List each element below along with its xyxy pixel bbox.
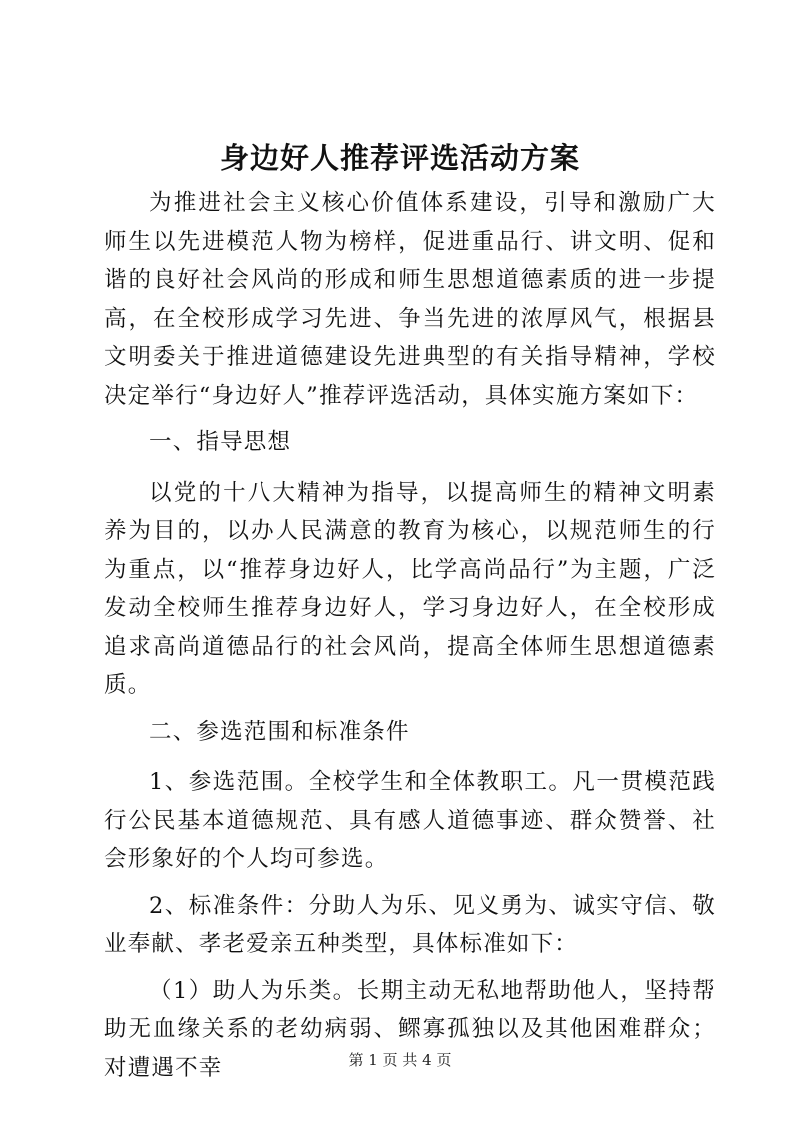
document-title: 身边好人推荐评选活动方案 [219, 141, 580, 175]
paragraph-intro: 为推进社会主义核心价值体系建设，引导和激励广大师生以先进模范人物为榜样，促进重品行、讲文明、促和谐的良好社会风尚的形成和师生思想道德素质的进一步提高，在全校形成学习先进、争当先进的浓厚风气，根据县文明委关于推进道德建设先进典型的有关指导精神，学校决定举行“身边好人”推荐评选活动，具体实施方案如下： [104, 190, 716, 409]
paragraph-guiding-ideology: 以党的十八大精神为指导，以提高师生的精神文明素养为目的，以办人民满意的教育为核心，以规范师生的行为重点，以“推荐身边好人，比学高尚品行”为主题，广泛发动全校师生推荐身边好人，学习身边好人，在全校形成追求高尚道德品行的社会风尚，提高全体师生思想道德素质。 [104, 479, 716, 698]
section-heading-scope-criteria: 二、参选范围和标准条件 [149, 718, 410, 745]
paragraph-scope: 1、参选范围。全校学生和全体教职工。凡一贯模范践行公民基本道德规范、具有感人道德事迹、群众赞誉、社会形象好的个人均可参选。 [104, 769, 716, 872]
paragraph-helping-others: （1）助人为乐类。长期主动无私地帮助他人，坚持帮助无血缘关系的老幼病弱、鳏寡孤独以及其他困难群众；对遭遇不幸 [104, 977, 716, 1081]
document-body [104, 184, 716, 1095]
paragraph-criteria: 2、标准条件：分助人为乐、见义勇为、诚实守信、敬业奉献、孝老爱亲五种类型，具体标准如下： [104, 892, 716, 957]
page-footer: 第 1 页 共 4 页 [348, 1051, 452, 1069]
section-heading-guiding-ideology: 一、指导思想 [149, 429, 292, 455]
